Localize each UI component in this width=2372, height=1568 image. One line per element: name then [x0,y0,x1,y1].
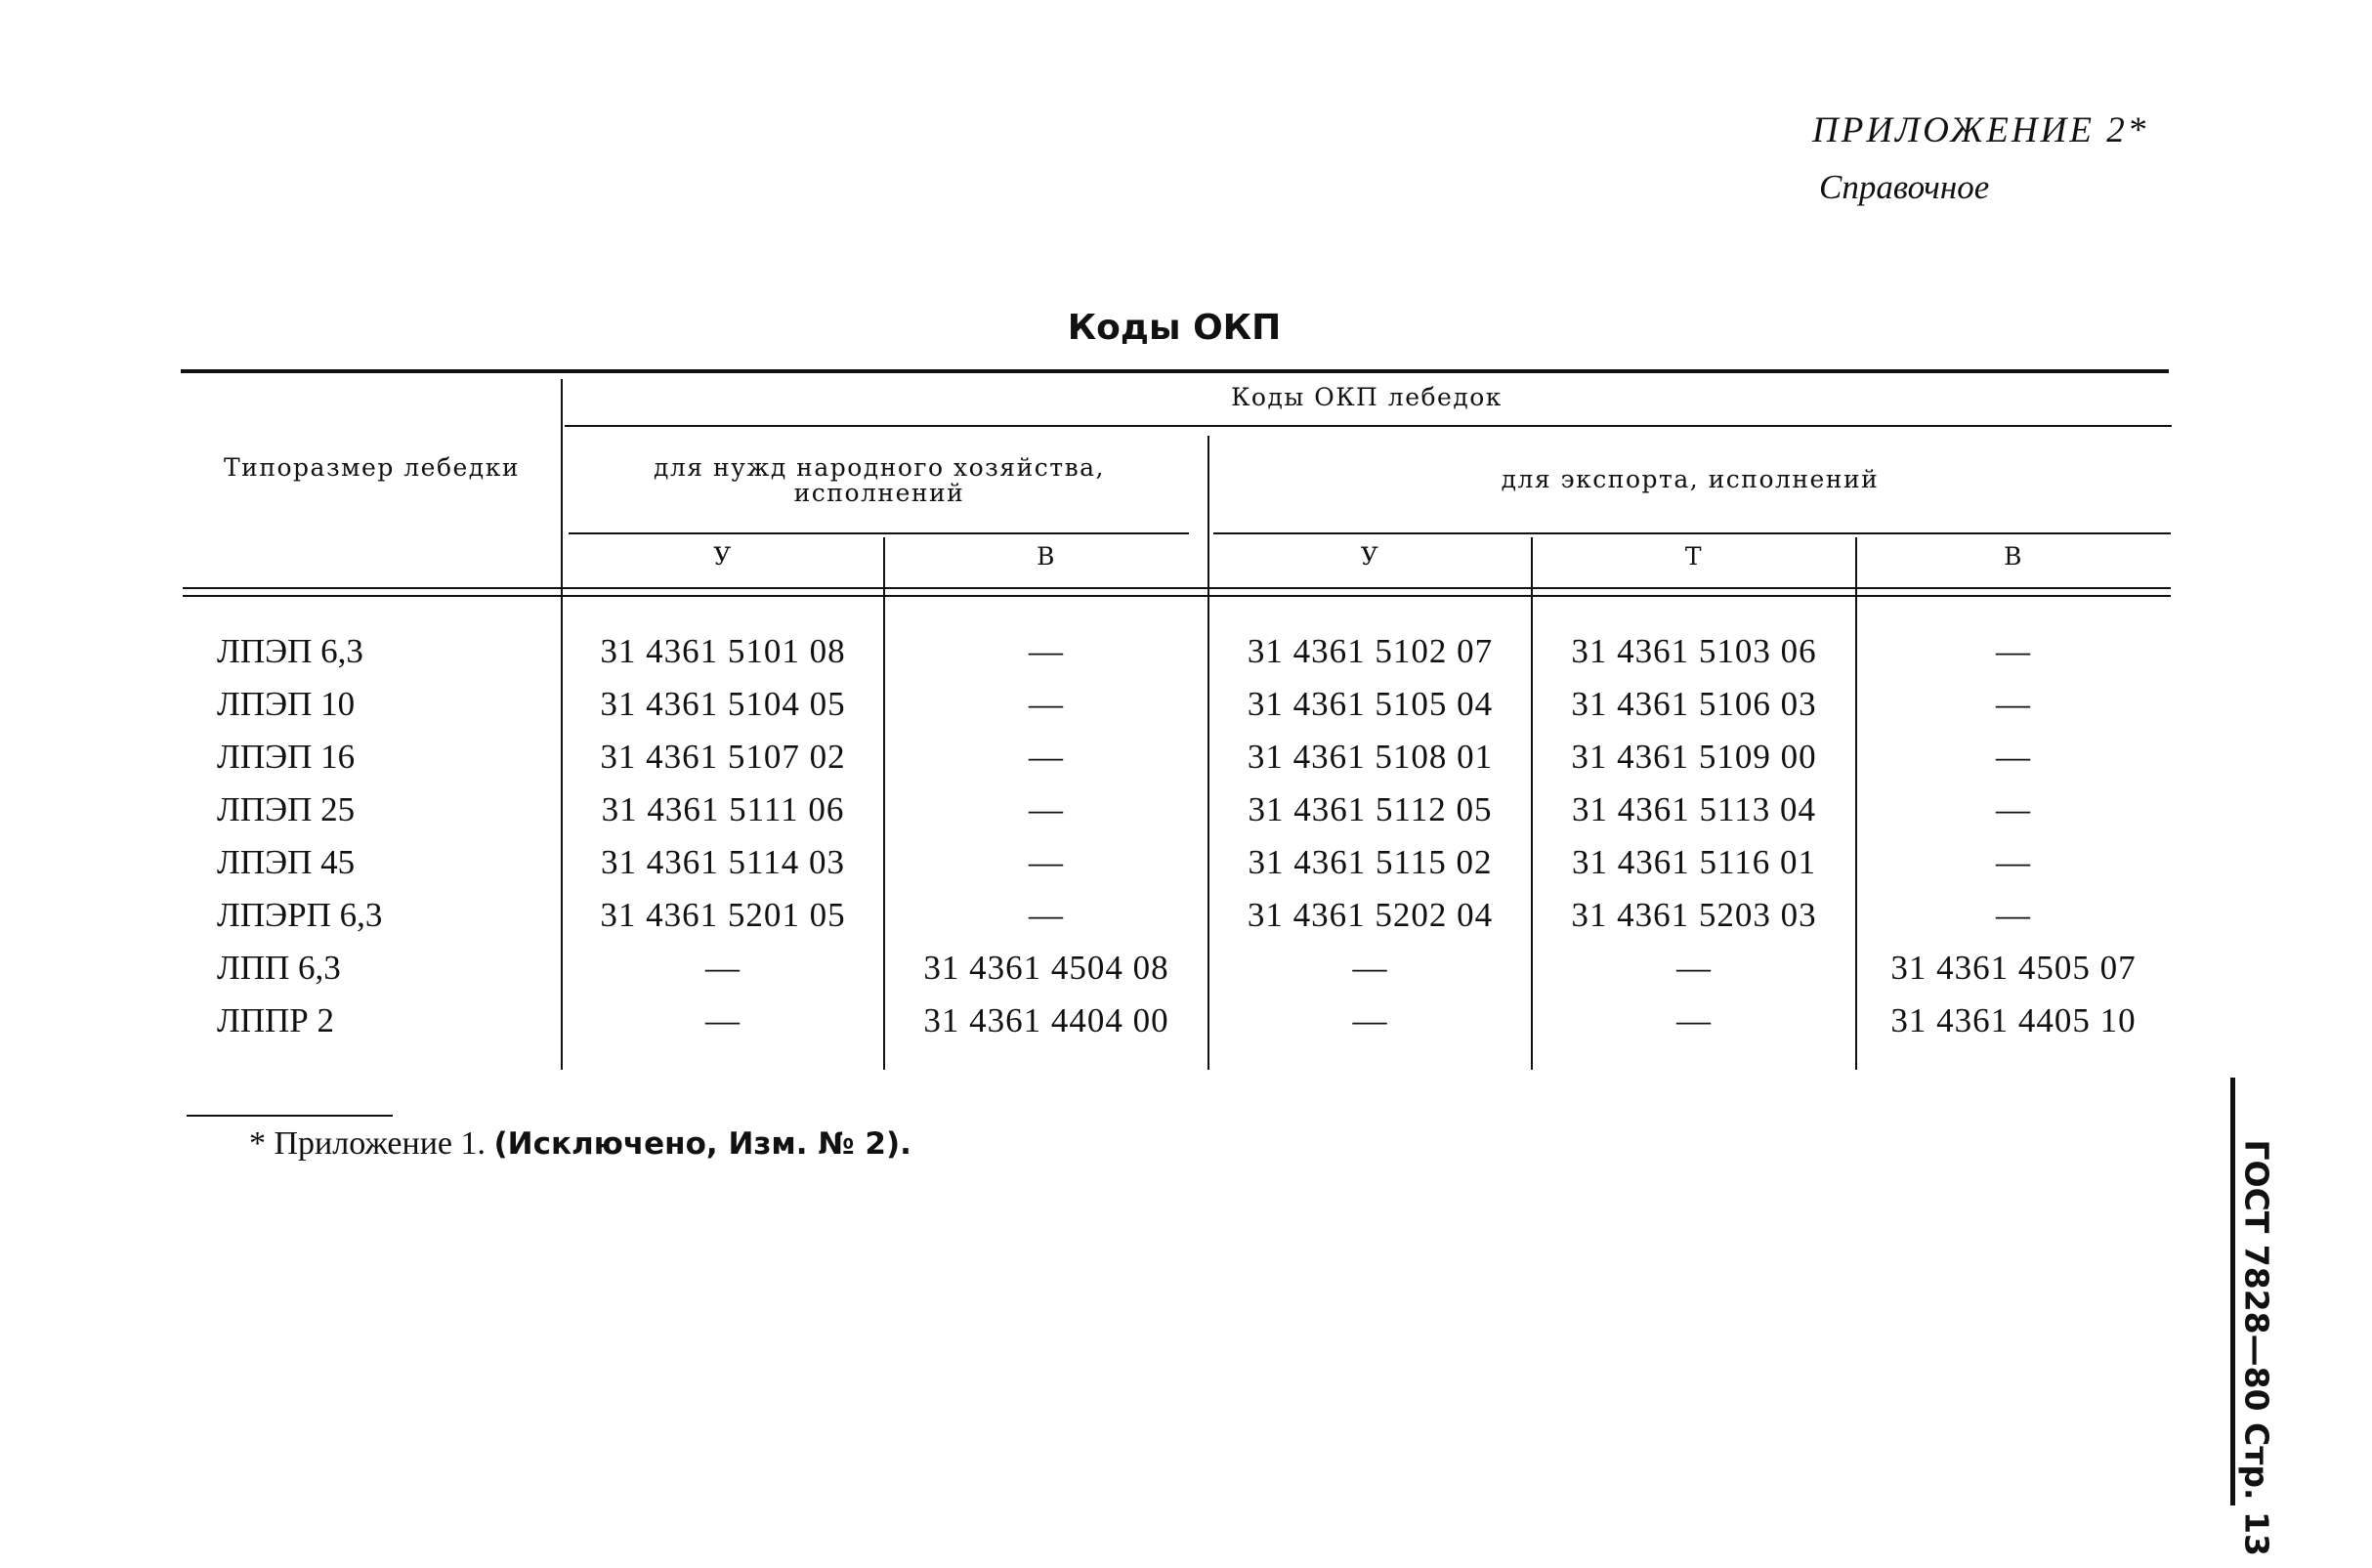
okp-code-cell: — [1676,949,1712,987]
appendix-subtitle: Справочное [1819,168,1990,206]
footnote [249,1125,911,1163]
header-double-rule-bottom [183,595,2171,597]
okp-code-cell: — [1029,632,1064,670]
okp-code-cell: — [1676,1001,1712,1039]
row-size-name: ЛПЭП 25 [217,790,356,828]
okp-code-cell: — [1352,949,1388,987]
okp-code-cell: 31 4361 5102 07 [1247,632,1494,670]
group-header-rule [565,425,2172,427]
okp-code-cell: — [705,949,741,987]
okp-code-cell: 31 4361 4504 08 [923,949,1169,987]
okp-code-cell: 31 4361 5116 01 [1572,843,1816,881]
okp-code-cell: 31 4361 5201 05 [600,896,846,934]
okp-code-cell: 31 4361 5103 06 [1571,632,1817,670]
okp-code-cell: — [1352,1001,1388,1039]
okp-code-cell: — [1029,896,1064,934]
row-size-name: ЛПЭП 16 [217,738,356,776]
okp-code-cell: — [1029,843,1064,881]
okp-code-cell: 31 4361 5111 06 [601,790,845,828]
header-col-v-export: В [2004,542,2023,571]
header-size: Типоразмер лебедки [224,453,520,482]
okp-code-cell: 31 4361 5115 02 [1248,843,1493,881]
okp-code-cell: 31 4361 5113 04 [1572,790,1816,828]
okp-code-cell: — [1996,632,2031,670]
side-bar [2230,1078,2235,1505]
row-size-name: ЛПП 6,3 [217,949,341,987]
okp-code-cell: 31 4361 5101 08 [600,632,846,670]
side-page-label: ГОСТ 7828—80 Стр. 13 [2237,1139,2276,1556]
okp-code-cell: 31 4361 5104 05 [600,685,846,723]
okp-code-cell: — [1996,685,2031,723]
okp-code-cell: — [1029,738,1064,776]
okp-code-cell: 31 4361 5107 02 [600,738,846,776]
row-size-name: ЛПЭП 6,3 [217,632,363,670]
okp-code-cell: — [1029,790,1064,828]
header-col-u-export: У [1360,542,1380,571]
okp-code-cell: 31 4361 5106 03 [1571,685,1817,723]
header-group: Коды ОКП лебедок [1231,383,1503,411]
table-title: Коды ОКП [1067,308,1282,348]
footnote-text: * Приложение 1. [249,1125,486,1162]
okp-code-cell: 31 4361 4404 00 [923,1001,1169,1039]
okp-code-cell: — [1996,790,2031,828]
okp-code-cell: 31 4361 5114 03 [601,843,845,881]
header-domestic: для нужд народного хозяйства, исполнений [653,453,1105,507]
okp-code-cell: 31 4361 5203 03 [1571,896,1817,934]
header-col-u: У [713,542,733,571]
okp-code-cell: 31 4361 4405 10 [1890,1001,2137,1039]
okp-code-cell: 31 4361 5109 00 [1571,738,1817,776]
export-subheader-rule [1213,532,2171,534]
okp-code-cell: — [1996,843,2031,881]
header-double-rule-top [183,587,2171,589]
okp-code-cell: 31 4361 5112 05 [1248,790,1493,828]
header-col-t-export: Т [1684,542,1704,571]
footnote-rule [187,1115,393,1117]
okp-code-cell: 31 4361 5105 04 [1247,685,1494,723]
row-size-name: ЛППР 2 [217,1001,335,1039]
appendix-title: ПРИЛОЖЕНИЕ 2* [1812,110,2149,150]
footnote-bold: (Исключено, Изм. № 2). [493,1126,911,1162]
table-top-rule [181,369,2169,373]
row-size-name: ЛПЭП 45 [217,843,356,881]
okp-code-cell: 31 4361 5108 01 [1247,738,1494,776]
okp-code-cell: 31 4361 5202 04 [1247,896,1494,934]
row-size-name: ЛПЭРП 6,3 [217,896,383,934]
okp-code-cell: — [1029,685,1064,723]
header-col-v: В [1037,542,1056,571]
okp-code-cell: — [705,1001,741,1039]
okp-code-cell: — [1996,738,2031,776]
okp-code-cell: — [1996,896,2031,934]
okp-code-cell: 31 4361 4505 07 [1890,949,2137,987]
domestic-subheader-rule [569,532,1189,534]
row-size-name: ЛПЭП 10 [217,685,356,723]
header-export: для экспорта, исполнений [1501,465,1880,493]
